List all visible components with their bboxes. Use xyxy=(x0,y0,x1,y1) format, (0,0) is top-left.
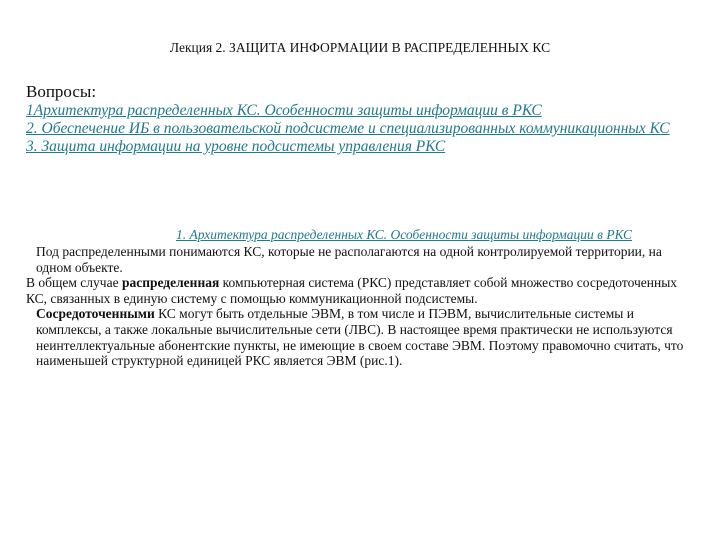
paragraph-distributed xyxy=(26,275,692,306)
questions-block xyxy=(26,82,686,156)
lecture-title: Лекция 2. ЗАЩИТА ИНФОРМАЦИИ В РАСПРЕДЕЛЕННЫХ КС xyxy=(169,40,551,55)
question-link-1[interactable]: 1Архитектура распределенных КС. Особенности защиты информации в РКС xyxy=(26,102,542,119)
paragraph-concentrated-rest: КС могут быть отдельные ЭВМ, в том числе и ПЭВМ, вычислительные системы и комплексы, а также локальные вычислительные сети (ЛВС). В настоящее время практически не используются неинтеллектуальные абонентские пункты, не имеющие в своем составе ЭВМ. Поэтому правомочно считать, что наименьшей структурной единицей РКС является ЭВМ (рис.1). xyxy=(36,306,684,369)
term-concentrated: Сосредоточенными xyxy=(36,306,155,322)
paragraph-distributed-rest: компьютерная система (РКС) представляет собой множество сосредоточенных КС, связанных в единую систему с помощью коммуникационной подсистемы. xyxy=(26,275,678,306)
body-text xyxy=(26,244,692,369)
question-link-2[interactable]: 2. Обеспечение ИБ в пользовательской подсистеме и специализированных коммуникационных КС xyxy=(26,120,670,137)
paragraph-concentrated xyxy=(26,306,692,368)
paragraph-definition: Под распределенными понимаются КС, которые не располагаются на одной контролируемой территории, на одном объекте. xyxy=(36,244,662,275)
term-distributed: распределенная xyxy=(121,275,220,291)
section-heading-link[interactable]: 1. Архитектура распределенных КС. Особенности защиты информации в РКС xyxy=(176,227,632,242)
questions-heading: Вопросы: xyxy=(26,82,97,101)
section-heading xyxy=(0,226,720,244)
paragraph-distributed-lead: В общем случае xyxy=(26,275,122,291)
question-link-3[interactable]: 3. Защита информации на уровне подсистемы управления РКС xyxy=(26,138,446,155)
